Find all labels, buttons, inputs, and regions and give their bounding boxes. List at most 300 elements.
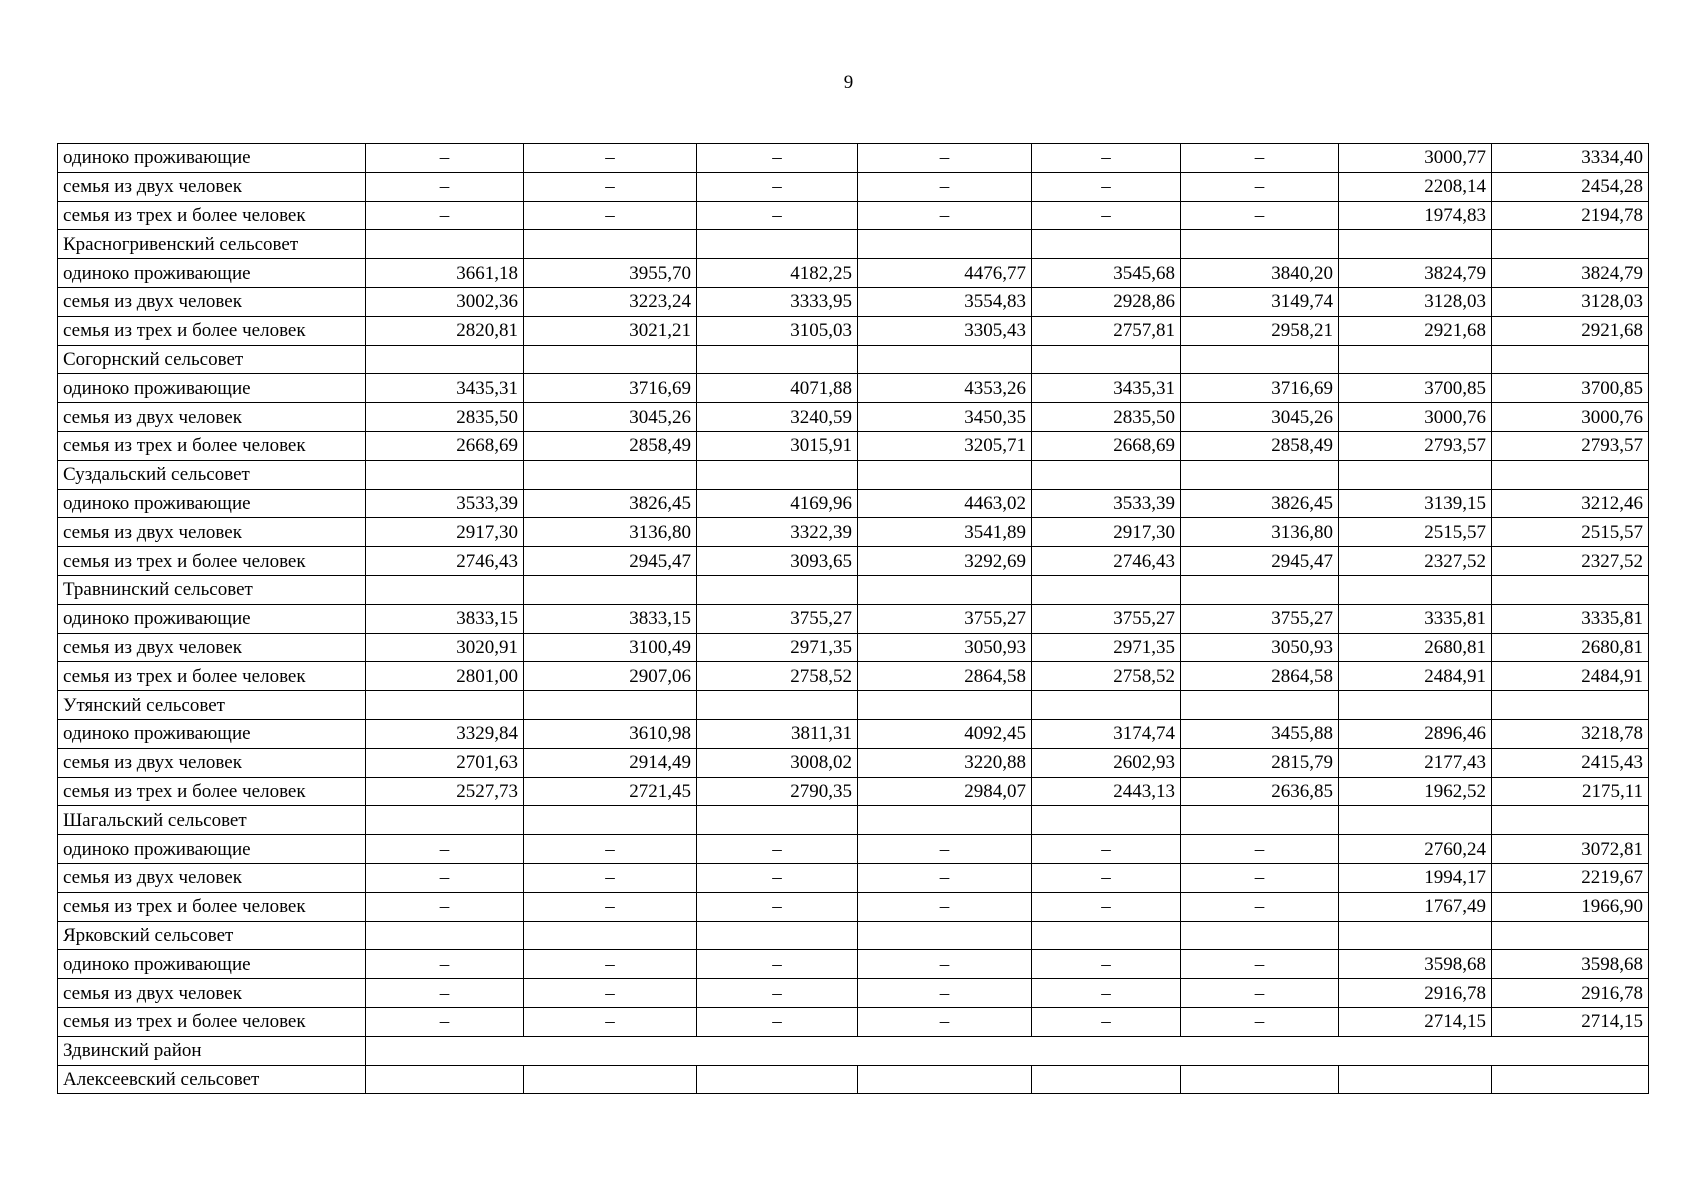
table-cell: 3105,03 xyxy=(697,316,858,345)
table-cell: 3716,69 xyxy=(1181,374,1339,403)
table-cell: – xyxy=(1181,979,1339,1008)
row-label: семья из двух человек xyxy=(58,979,366,1008)
table-cell xyxy=(1492,460,1649,489)
table-cell: 3329,84 xyxy=(366,719,524,748)
table-cell: 2602,93 xyxy=(1032,748,1181,777)
table-cell: – xyxy=(1181,144,1339,173)
row-label: Красногривенский сельсовет xyxy=(58,230,366,259)
table-cell xyxy=(524,575,697,604)
table-cell: 3554,83 xyxy=(858,287,1032,316)
table-cell xyxy=(858,921,1032,950)
table-cell xyxy=(366,575,524,604)
table-cell: 2680,81 xyxy=(1339,633,1492,662)
row-label: семья из двух человек xyxy=(58,172,366,201)
table-row xyxy=(58,1036,1649,1065)
table-cell: 3700,85 xyxy=(1492,374,1649,403)
table-cell: 2921,68 xyxy=(1339,316,1492,345)
table-cell: – xyxy=(366,950,524,979)
table-cell: – xyxy=(1032,979,1181,1008)
table-cell: 3833,15 xyxy=(524,604,697,633)
table-cell: 2945,47 xyxy=(524,547,697,576)
table-cell: 3100,49 xyxy=(524,633,697,662)
table-row xyxy=(58,316,1649,345)
table-cell xyxy=(1032,921,1181,950)
table-cell: 2177,43 xyxy=(1339,748,1492,777)
table-row xyxy=(58,547,1649,576)
table-row xyxy=(58,806,1649,835)
table-cell: 3450,35 xyxy=(858,403,1032,432)
table-cell: 2668,69 xyxy=(366,431,524,460)
table-row xyxy=(58,863,1649,892)
table-row xyxy=(58,950,1649,979)
table-cell xyxy=(524,1065,697,1094)
table-cell: – xyxy=(524,835,697,864)
table-cell: 3240,59 xyxy=(697,403,858,432)
table-cell xyxy=(858,575,1032,604)
table-cell: 2793,57 xyxy=(1492,431,1649,460)
table-cell xyxy=(1492,691,1649,720)
table-row xyxy=(58,835,1649,864)
table-cell: – xyxy=(858,979,1032,1008)
table-cell: – xyxy=(524,950,697,979)
table-row xyxy=(58,259,1649,288)
table-cell: 2680,81 xyxy=(1492,633,1649,662)
table-cell: 2858,49 xyxy=(524,431,697,460)
table-cell xyxy=(524,345,697,374)
table-row xyxy=(58,403,1649,432)
table-cell: 2835,50 xyxy=(366,403,524,432)
page-number: 9 xyxy=(843,72,854,93)
table-cell: 2971,35 xyxy=(697,633,858,662)
table-row xyxy=(58,1007,1649,1036)
table-cell: 3220,88 xyxy=(858,748,1032,777)
table-row xyxy=(58,460,1649,489)
table-cell: 3128,03 xyxy=(1339,287,1492,316)
table-cell xyxy=(1492,1065,1649,1094)
table-cell: 2921,68 xyxy=(1492,316,1649,345)
table-cell: – xyxy=(858,201,1032,230)
table-cell: 2668,69 xyxy=(1032,431,1181,460)
table-cell: 3826,45 xyxy=(524,489,697,518)
table-cell: – xyxy=(1181,863,1339,892)
table-cell: 2914,49 xyxy=(524,748,697,777)
table-cell: 3136,80 xyxy=(1181,518,1339,547)
table-cell: – xyxy=(1181,201,1339,230)
table-cell: 2971,35 xyxy=(1032,633,1181,662)
table-cell: 3021,21 xyxy=(524,316,697,345)
data-table xyxy=(57,143,1649,1094)
row-label: одиноко проживающие xyxy=(58,950,366,979)
row-label: Травнинский сельсовет xyxy=(58,575,366,604)
table-cell: 2194,78 xyxy=(1492,201,1649,230)
table-cell: 3598,68 xyxy=(1492,950,1649,979)
table-cell: 2484,91 xyxy=(1339,662,1492,691)
table-row xyxy=(58,575,1649,604)
table-cell: – xyxy=(366,863,524,892)
table-cell: – xyxy=(697,835,858,864)
table-cell: 2515,57 xyxy=(1492,518,1649,547)
table-cell: 3700,85 xyxy=(1339,374,1492,403)
table-cell: 3136,80 xyxy=(524,518,697,547)
table-cell: – xyxy=(366,172,524,201)
table-cell: – xyxy=(524,1007,697,1036)
table-row xyxy=(58,777,1649,806)
table-cell: 2515,57 xyxy=(1339,518,1492,547)
row-label: одиноко проживающие xyxy=(58,144,366,173)
table-cell: – xyxy=(524,201,697,230)
table-cell xyxy=(1032,1065,1181,1094)
table-cell: – xyxy=(1032,172,1181,201)
table-cell: 3661,18 xyxy=(366,259,524,288)
row-label: семья из трех и более человек xyxy=(58,431,366,460)
table-cell: 2758,52 xyxy=(697,662,858,691)
row-label: одиноко проживающие xyxy=(58,489,366,518)
table-cell xyxy=(858,345,1032,374)
table-row xyxy=(58,345,1649,374)
row-label: семья из трех и более человек xyxy=(58,777,366,806)
table-cell: – xyxy=(1181,892,1339,921)
table-cell: 3435,31 xyxy=(1032,374,1181,403)
table-cell: 2945,47 xyxy=(1181,547,1339,576)
table-row xyxy=(58,921,1649,950)
table-cell: 2917,30 xyxy=(1032,518,1181,547)
table-row xyxy=(58,662,1649,691)
table-cell: 3000,76 xyxy=(1339,403,1492,432)
table-cell xyxy=(1492,806,1649,835)
table-row xyxy=(58,172,1649,201)
table-cell: – xyxy=(697,201,858,230)
table-cell xyxy=(366,691,524,720)
table-cell xyxy=(697,806,858,835)
row-label: Ярковский сельсовет xyxy=(58,921,366,950)
table-cell: 3212,46 xyxy=(1492,489,1649,518)
table-cell: 3128,03 xyxy=(1492,287,1649,316)
table-cell: 3334,40 xyxy=(1492,144,1649,173)
row-label: одиноко проживающие xyxy=(58,259,366,288)
table-cell: – xyxy=(697,979,858,1008)
table-cell xyxy=(1339,1065,1492,1094)
table-row xyxy=(58,431,1649,460)
table-cell: 2636,85 xyxy=(1181,777,1339,806)
table-cell: 2219,67 xyxy=(1492,863,1649,892)
table-cell: 2835,50 xyxy=(1032,403,1181,432)
table-cell: 2484,91 xyxy=(1492,662,1649,691)
table-cell: 4169,96 xyxy=(697,489,858,518)
table-row xyxy=(58,374,1649,403)
table-cell: 2714,15 xyxy=(1339,1007,1492,1036)
table-row xyxy=(58,633,1649,662)
table-cell: 3755,27 xyxy=(858,604,1032,633)
table-cell: 2801,00 xyxy=(366,662,524,691)
table-cell: 1962,52 xyxy=(1339,777,1492,806)
table-cell xyxy=(858,806,1032,835)
table-cell: 3716,69 xyxy=(524,374,697,403)
table-cell xyxy=(1492,230,1649,259)
table-cell: – xyxy=(858,863,1032,892)
table-cell: 3811,31 xyxy=(697,719,858,748)
table-cell: 2327,52 xyxy=(1339,547,1492,576)
table-cell xyxy=(366,460,524,489)
table-cell: 3755,27 xyxy=(1032,604,1181,633)
row-label: семья из трех и более человек xyxy=(58,892,366,921)
table-cell: 4071,88 xyxy=(697,374,858,403)
table-row xyxy=(58,201,1649,230)
row-label: Шагальский сельсовет xyxy=(58,806,366,835)
table-cell xyxy=(1032,575,1181,604)
table-cell: 2758,52 xyxy=(1032,662,1181,691)
row-label: одиноко проживающие xyxy=(58,374,366,403)
table-cell: 3335,81 xyxy=(1492,604,1649,633)
table-cell: 3000,76 xyxy=(1492,403,1649,432)
table-row xyxy=(58,719,1649,748)
table-cell xyxy=(1181,575,1339,604)
table-cell: 2175,11 xyxy=(1492,777,1649,806)
table-cell: 3000,77 xyxy=(1339,144,1492,173)
table-cell: 3223,24 xyxy=(524,287,697,316)
table-cell: 2746,43 xyxy=(1032,547,1181,576)
table-row xyxy=(58,1065,1649,1094)
table-cell: 2443,13 xyxy=(1032,777,1181,806)
table-cell: – xyxy=(697,144,858,173)
table-row xyxy=(58,144,1649,173)
row-label: одиноко проживающие xyxy=(58,719,366,748)
table-cell: 4463,02 xyxy=(858,489,1032,518)
table-cell: 1974,83 xyxy=(1339,201,1492,230)
row-label: Здвинский район xyxy=(58,1036,366,1065)
table-cell: 3015,91 xyxy=(697,431,858,460)
table-cell: – xyxy=(858,1007,1032,1036)
table-cell xyxy=(366,230,524,259)
table-cell: 2760,24 xyxy=(1339,835,1492,864)
table-cell: – xyxy=(524,892,697,921)
table-cell xyxy=(1181,230,1339,259)
row-label: одиноко проживающие xyxy=(58,835,366,864)
table-cell: 3533,39 xyxy=(366,489,524,518)
table-cell: – xyxy=(697,950,858,979)
table-cell xyxy=(1492,921,1649,950)
table-cell: 2327,52 xyxy=(1492,547,1649,576)
table-cell xyxy=(1181,345,1339,374)
table-cell: – xyxy=(1032,144,1181,173)
table-cell xyxy=(1181,691,1339,720)
row-label: семья из двух человек xyxy=(58,518,366,547)
table-cell: 2815,79 xyxy=(1181,748,1339,777)
table-cell: 3826,45 xyxy=(1181,489,1339,518)
table-row xyxy=(58,489,1649,518)
table-cell: 3824,79 xyxy=(1492,259,1649,288)
table-cell: 3545,68 xyxy=(1032,259,1181,288)
table-cell: – xyxy=(524,144,697,173)
table-cell: 2721,45 xyxy=(524,777,697,806)
table-cell xyxy=(858,691,1032,720)
table-cell: 2701,63 xyxy=(366,748,524,777)
table-cell xyxy=(1032,806,1181,835)
table-cell: 1994,17 xyxy=(1339,863,1492,892)
table-cell: 3533,39 xyxy=(1032,489,1181,518)
table-cell: 2820,81 xyxy=(366,316,524,345)
table-cell: 3833,15 xyxy=(366,604,524,633)
table-cell: 2208,14 xyxy=(1339,172,1492,201)
table-cell: 2928,86 xyxy=(1032,287,1181,316)
table-row xyxy=(58,230,1649,259)
table-cell: 2757,81 xyxy=(1032,316,1181,345)
table-cell xyxy=(697,575,858,604)
table-cell: – xyxy=(524,863,697,892)
table-cell: 3020,91 xyxy=(366,633,524,662)
table-cell: 3610,98 xyxy=(524,719,697,748)
table-cell: – xyxy=(697,892,858,921)
table-cell: 3050,93 xyxy=(858,633,1032,662)
table-cell: 3072,81 xyxy=(1492,835,1649,864)
table-cell: 3824,79 xyxy=(1339,259,1492,288)
table-cell xyxy=(1032,691,1181,720)
table-cell xyxy=(1032,230,1181,259)
table-row xyxy=(58,979,1649,1008)
table-cell xyxy=(697,230,858,259)
table-cell: 3435,31 xyxy=(366,374,524,403)
table-cell: 2917,30 xyxy=(366,518,524,547)
table-cell: – xyxy=(1181,172,1339,201)
table-cell xyxy=(1339,921,1492,950)
table-cell: 3292,69 xyxy=(858,547,1032,576)
table-cell: 3205,71 xyxy=(858,431,1032,460)
row-label: семья из трех и более человек xyxy=(58,1007,366,1036)
table-cell: 3955,70 xyxy=(524,259,697,288)
table-cell: – xyxy=(366,144,524,173)
table-cell: – xyxy=(366,201,524,230)
table-cell: – xyxy=(1032,1007,1181,1036)
table-cell: – xyxy=(858,144,1032,173)
table-cell xyxy=(858,460,1032,489)
table-cell: – xyxy=(524,172,697,201)
table-row xyxy=(58,748,1649,777)
table-cell: 3139,15 xyxy=(1339,489,1492,518)
table-cell: 3598,68 xyxy=(1339,950,1492,979)
table-cell xyxy=(366,1065,524,1094)
table-cell: 2864,58 xyxy=(858,662,1032,691)
table-cell: 4353,26 xyxy=(858,374,1032,403)
table-cell: 1966,90 xyxy=(1492,892,1649,921)
table-cell: – xyxy=(1032,863,1181,892)
table-cell xyxy=(1181,921,1339,950)
table-cell: 1767,49 xyxy=(1339,892,1492,921)
table-body xyxy=(58,144,1649,1094)
table-cell: 3335,81 xyxy=(1339,604,1492,633)
table-cell xyxy=(1181,460,1339,489)
table-cell xyxy=(1032,345,1181,374)
table-cell: 2858,49 xyxy=(1181,431,1339,460)
table-cell: – xyxy=(366,835,524,864)
table-cell: 2896,46 xyxy=(1339,719,1492,748)
table-cell: 3218,78 xyxy=(1492,719,1649,748)
table-cell: 2958,21 xyxy=(1181,316,1339,345)
table-cell xyxy=(1339,230,1492,259)
table-cell: 3050,93 xyxy=(1181,633,1339,662)
table-cell: 4182,25 xyxy=(697,259,858,288)
table-cell: – xyxy=(697,172,858,201)
table-cell xyxy=(697,691,858,720)
table-cell xyxy=(697,921,858,950)
table-cell: 2864,58 xyxy=(1181,662,1339,691)
table-cell xyxy=(1339,345,1492,374)
table-cell: – xyxy=(1181,1007,1339,1036)
table-cell: – xyxy=(1032,892,1181,921)
table-cell: 3322,39 xyxy=(697,518,858,547)
table-cell: 2793,57 xyxy=(1339,431,1492,460)
table-cell: 3174,74 xyxy=(1032,719,1181,748)
table-cell xyxy=(1181,806,1339,835)
table-cell: 2714,15 xyxy=(1492,1007,1649,1036)
table-cell xyxy=(366,345,524,374)
table-cell: 3045,26 xyxy=(524,403,697,432)
row-label: семья из трех и более человек xyxy=(58,316,366,345)
row-label: семья из двух человек xyxy=(58,748,366,777)
row-label: семья из двух человек xyxy=(58,633,366,662)
table-cell xyxy=(1339,691,1492,720)
table-cell: 3755,27 xyxy=(1181,604,1339,633)
table-row xyxy=(58,518,1649,547)
row-label: Алексеевский сельсовет xyxy=(58,1065,366,1094)
table-cell xyxy=(858,230,1032,259)
table-cell: 3333,95 xyxy=(697,287,858,316)
table-cell: 3093,65 xyxy=(697,547,858,576)
table-cell: – xyxy=(1181,950,1339,979)
row-label: Суздальский сельсовет xyxy=(58,460,366,489)
table-cell: – xyxy=(524,979,697,1008)
table-cell xyxy=(1032,460,1181,489)
row-label: семья из двух человек xyxy=(58,287,366,316)
row-label: семья из двух человек xyxy=(58,863,366,892)
table-cell: – xyxy=(858,835,1032,864)
table-cell xyxy=(524,230,697,259)
table-cell: – xyxy=(366,1007,524,1036)
table-cell xyxy=(697,345,858,374)
table-cell: – xyxy=(697,863,858,892)
table-cell: 2746,43 xyxy=(366,547,524,576)
row-label: семья из трех и более человек xyxy=(58,201,366,230)
table-cell xyxy=(697,1065,858,1094)
table-cell xyxy=(1339,460,1492,489)
table-cell: 3305,43 xyxy=(858,316,1032,345)
table-cell: – xyxy=(1032,835,1181,864)
table-cell xyxy=(366,806,524,835)
table-row xyxy=(58,892,1649,921)
table-cell: – xyxy=(858,950,1032,979)
table-cell xyxy=(858,1065,1032,1094)
table-cell xyxy=(524,691,697,720)
table-cell: 3541,89 xyxy=(858,518,1032,547)
table-cell: – xyxy=(697,1007,858,1036)
table-cell xyxy=(524,921,697,950)
table-cell xyxy=(524,806,697,835)
merged-cell xyxy=(366,1036,1649,1065)
table-cell xyxy=(366,921,524,950)
table-cell xyxy=(1492,345,1649,374)
table-cell: – xyxy=(366,892,524,921)
table-cell xyxy=(1339,806,1492,835)
table-cell: 3455,88 xyxy=(1181,719,1339,748)
row-label: одиноко проживающие xyxy=(58,604,366,633)
table-cell: 2907,06 xyxy=(524,662,697,691)
table-cell: – xyxy=(858,892,1032,921)
table-cell: 2454,28 xyxy=(1492,172,1649,201)
table-cell: – xyxy=(1181,835,1339,864)
table-cell: 3149,74 xyxy=(1181,287,1339,316)
table-cell xyxy=(1181,1065,1339,1094)
table-cell xyxy=(1492,575,1649,604)
table-cell: 3840,20 xyxy=(1181,259,1339,288)
table-cell: 3002,36 xyxy=(366,287,524,316)
